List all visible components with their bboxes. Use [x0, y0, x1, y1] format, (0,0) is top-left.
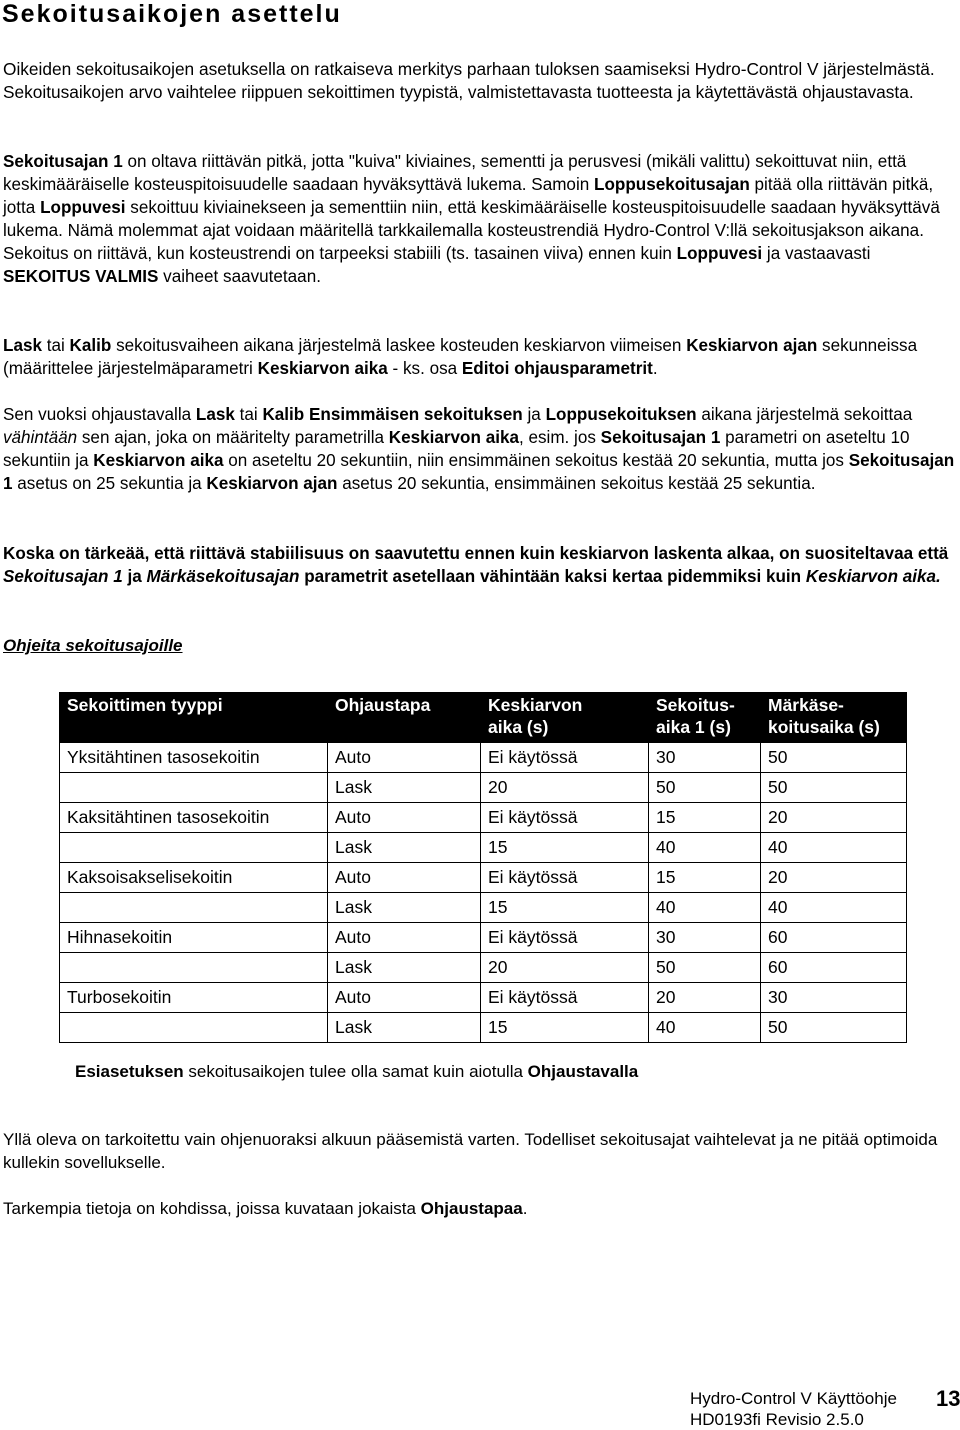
table-cell: 40 [761, 893, 907, 923]
table-cell: 40 [649, 893, 761, 923]
text-span: sekunneissa (määrittelee järjestelmäparametri [3, 336, 918, 378]
table-cell: 40 [649, 833, 761, 863]
text-span: . [652, 359, 658, 378]
table-cell: Turbosekoitin [60, 983, 328, 1013]
mixing-times-table [59, 692, 907, 1043]
header-line: Sekoittimen tyyppi [67, 695, 223, 715]
text-span: parametri on aseteltu 10 sekuntiin ja [3, 428, 910, 470]
more-info-note [3, 1197, 958, 1220]
text-span: Sen vuoksi ohjaustavalla [3, 405, 196, 424]
table-cell: 50 [761, 773, 907, 803]
table-cell: 15 [649, 863, 761, 893]
term-control-mode: Ohjaustavalla [527, 1062, 639, 1081]
table-cell: Ei käytössä [481, 743, 649, 773]
table-cell: Ei käytössä [481, 983, 649, 1013]
term-average-time: Keskiarvon aika. [805, 567, 941, 586]
term-first-mix: Kalib Ensimmäisen sekoituksen [262, 405, 523, 424]
term-wet-mix-time: Märkäsekoitusajan [146, 567, 300, 586]
term-average-time: Keskiarvon aika [257, 359, 388, 378]
term-mix-time-1: Sekoitusajan 1 [3, 567, 123, 586]
table-cell [60, 833, 328, 863]
table-cell [60, 893, 328, 923]
table-cell: 15 [481, 833, 649, 863]
table-cell: 40 [761, 833, 907, 863]
table-row [60, 743, 907, 773]
table-cell: 40 [649, 1013, 761, 1043]
text-span: on oltava riittävän pitkä, jotta "kuiva" kiviaines, sementti ja perusvesi (mikäli valittu) sekoittuvat niin, että keskimääräiselle kosteuspitoisuudelle saadaan hyväksyttävä lukema. Samoin [3, 152, 907, 194]
table-cell: Auto [328, 803, 481, 833]
header-line: Keskiarvon [488, 695, 583, 715]
text-span: Tarkempia tietoja on kohdissa, joissa kuvataan jokaista [3, 1199, 421, 1218]
table-cell: Auto [328, 743, 481, 773]
term-mix-done: SEKOITUS VALMIS [3, 267, 159, 286]
term-average-time: Keskiarvon ajan [686, 336, 818, 355]
text-span: . [522, 1199, 528, 1218]
text-span: sen ajan, joka on määritelty parametrilla [77, 428, 389, 447]
term-average-time: Keskiarvon ajan [206, 474, 338, 493]
table-cell: Kaksoisakselisekoitin [60, 863, 328, 893]
mixing-time-paragraph [3, 150, 958, 288]
header-line: Ohjaustapa [335, 695, 431, 715]
table-cell: 60 [761, 923, 907, 953]
table-cell: 15 [481, 1013, 649, 1043]
term-calib: Kalib [69, 336, 112, 355]
intro-paragraph: Oikeiden sekoitusaikojen asetuksella on ratkaiseva merkitys parhaan tuloksen saamiseksi Hydro-Control V järjestelmästä. Sekoitusaikojen arvo vaihtelee riippuen sekoittimen tyypistä, valmistettavasta tuotteesta ja käytettävästä ohjaustavasta. [3, 59, 935, 102]
table-cell: Lask [328, 773, 481, 803]
table-cell: 20 [649, 983, 761, 1013]
text-span: vaiheet saavutetaan. [158, 267, 321, 286]
table-header-cell [761, 693, 907, 743]
table-cell: 20 [481, 953, 649, 983]
table-cell: Ei käytössä [481, 863, 649, 893]
table-cell: 30 [649, 923, 761, 953]
text-span: ja vastaavasti [762, 244, 871, 263]
footer-doc-revision: HD0193fi Revisio 2.5.0 [690, 1410, 864, 1429]
table-cell: 15 [649, 803, 761, 833]
header-line: koitusaika (s) [768, 717, 880, 737]
table-cell: 30 [649, 743, 761, 773]
emphasis-min: vähintään [3, 428, 78, 447]
table-row [60, 953, 907, 983]
text-span: ja [122, 567, 147, 586]
page-number: 13 [936, 1386, 960, 1411]
table-cell: 30 [761, 983, 907, 1013]
table-cell: Hihnasekoitin [60, 923, 328, 953]
table-header-cell [649, 693, 761, 743]
table-cell: Ei käytössä [481, 923, 649, 953]
table-row [60, 863, 907, 893]
text-span: sekoitusvaiheen aikana järjestelmä laskee kosteuden keskiarvon viimeisen [111, 336, 687, 355]
table-cell: 50 [649, 953, 761, 983]
footer-doc-info [690, 1388, 897, 1430]
text-span: Koska on tärkeää, että riittävä stabiilisuus on saavutettu ennen kuin keskiarvon laskenta alkaa, on suositeltavaa että [3, 544, 949, 563]
term-final-water: Loppuvesi [40, 198, 126, 217]
table-row [60, 773, 907, 803]
table-cell: Kaksitähtinen tasosekoitin [60, 803, 328, 833]
table-cell: 50 [761, 743, 907, 773]
header-line: Sekoitus- [656, 695, 735, 715]
term-calc: Lask [195, 405, 235, 424]
table-cell: Lask [328, 1013, 481, 1043]
table-cell [60, 953, 328, 983]
table-cell: 20 [761, 863, 907, 893]
term-final-mix-time: Loppusekoitusajan [594, 175, 750, 194]
table-cell: Auto [328, 923, 481, 953]
text-span: sekoittuu kiviainekseen ja sementtiin niin, että keskimääräiselle kosteuspitoisuudelle saadaan hyväksyttävä lukema. Nämä molemmat ajat voidaan määritellä tarkkailemalla kosteustrendiä Hydro-Control V:llä sekoitusjakson aikana. Sekoitus on riittävä, kun kosteustrendi on tarpeeksi stabiili (ts. tasainen viiva) ennen kuin [3, 198, 940, 263]
table-header-cell [328, 693, 481, 743]
header-line: aika (s) [488, 717, 549, 737]
text-span: ja [522, 405, 546, 424]
term-mix-time-1: Sekoitusajan 1 [3, 451, 955, 493]
text-span: pitää olla riittävän pitkä, jotta [3, 175, 934, 217]
text-span: tai [41, 336, 70, 355]
table-cell: Lask [328, 953, 481, 983]
text-span: on aseteltu 20 sekuntiin, niin ensimmäinen sekoitus kestää 20 sekuntia, mutta jos [223, 451, 849, 470]
term-average-time: Keskiarvon aika [388, 428, 519, 447]
text-span: asetus on 25 sekuntia ja [12, 474, 207, 493]
term-mix-time-1: Sekoitusajan 1 [600, 428, 721, 447]
header-line: aika 1 (s) [656, 717, 731, 737]
table-row [60, 923, 907, 953]
text-span: , esim. jos [518, 428, 601, 447]
table-cell: Lask [328, 893, 481, 923]
preset-note [75, 1060, 955, 1083]
term-final-water: Loppuvesi [676, 244, 763, 263]
text-span: aikana järjestelmä sekoittaa [696, 405, 913, 424]
table-cell: Auto [328, 863, 481, 893]
header-line: Märkäse- [768, 695, 844, 715]
text-span: asetus 20 sekuntia, ensimmäinen sekoitus kestää 25 sekuntia. [337, 474, 816, 493]
table-cell: Lask [328, 833, 481, 863]
table-cell [60, 1013, 328, 1043]
term-mix-time-1: Sekoitusajan 1 [3, 152, 123, 171]
term-edit-params: Editoi ohjausparametrit [461, 359, 653, 378]
term-preset: Esiasetuksen [75, 1062, 184, 1081]
term-average-time: Keskiarvon aika [93, 451, 224, 470]
table-cell: Auto [328, 983, 481, 1013]
text-span: tai [234, 405, 263, 424]
table-row [60, 1013, 907, 1043]
table-cell: 20 [761, 803, 907, 833]
table-cell: Yksitähtinen tasosekoitin [60, 743, 328, 773]
table-cell: 50 [761, 1013, 907, 1043]
text-span: - ks. osa [387, 359, 462, 378]
table-row [60, 803, 907, 833]
table-cell: 50 [649, 773, 761, 803]
table-cell: 15 [481, 893, 649, 923]
table-row [60, 893, 907, 923]
text-span: parametrit asetellaan vähintään kaksi kertaa pidemmiksi kuin [299, 567, 806, 586]
example-paragraph [3, 403, 958, 495]
text-span: sekoitusaikojen tulee olla samat kuin aiotulla [183, 1062, 528, 1081]
table-cell: Ei käytössä [481, 803, 649, 833]
table-cell: 60 [761, 953, 907, 983]
recommendation-paragraph [3, 542, 958, 588]
page-title: Sekoitusaikojen asettelu [2, 0, 342, 28]
table-header-cell [60, 693, 328, 743]
table-row [60, 983, 907, 1013]
table-cell: 20 [481, 773, 649, 803]
table-header-row [60, 693, 907, 743]
section-heading: Ohjeita sekoitusajoille [3, 636, 183, 655]
footer-doc-title: Hydro-Control V Käyttöohje [690, 1389, 897, 1408]
term-final-mix: Loppusekoituksen [545, 405, 697, 424]
table-header-cell [481, 693, 649, 743]
table-cell [60, 773, 328, 803]
term-control-mode: Ohjaustapaa [420, 1199, 523, 1218]
average-paragraph [3, 334, 958, 380]
guideline-note: Yllä oleva on tarkoitettu vain ohjenuoraksi alkuun pääsemistä varten. Todelliset sekoitusajat vaihtelevat ja ne pitää optimoida kullekin sovellukselle. [3, 1130, 938, 1172]
table-row [60, 833, 907, 863]
term-calc: Lask [3, 336, 42, 355]
